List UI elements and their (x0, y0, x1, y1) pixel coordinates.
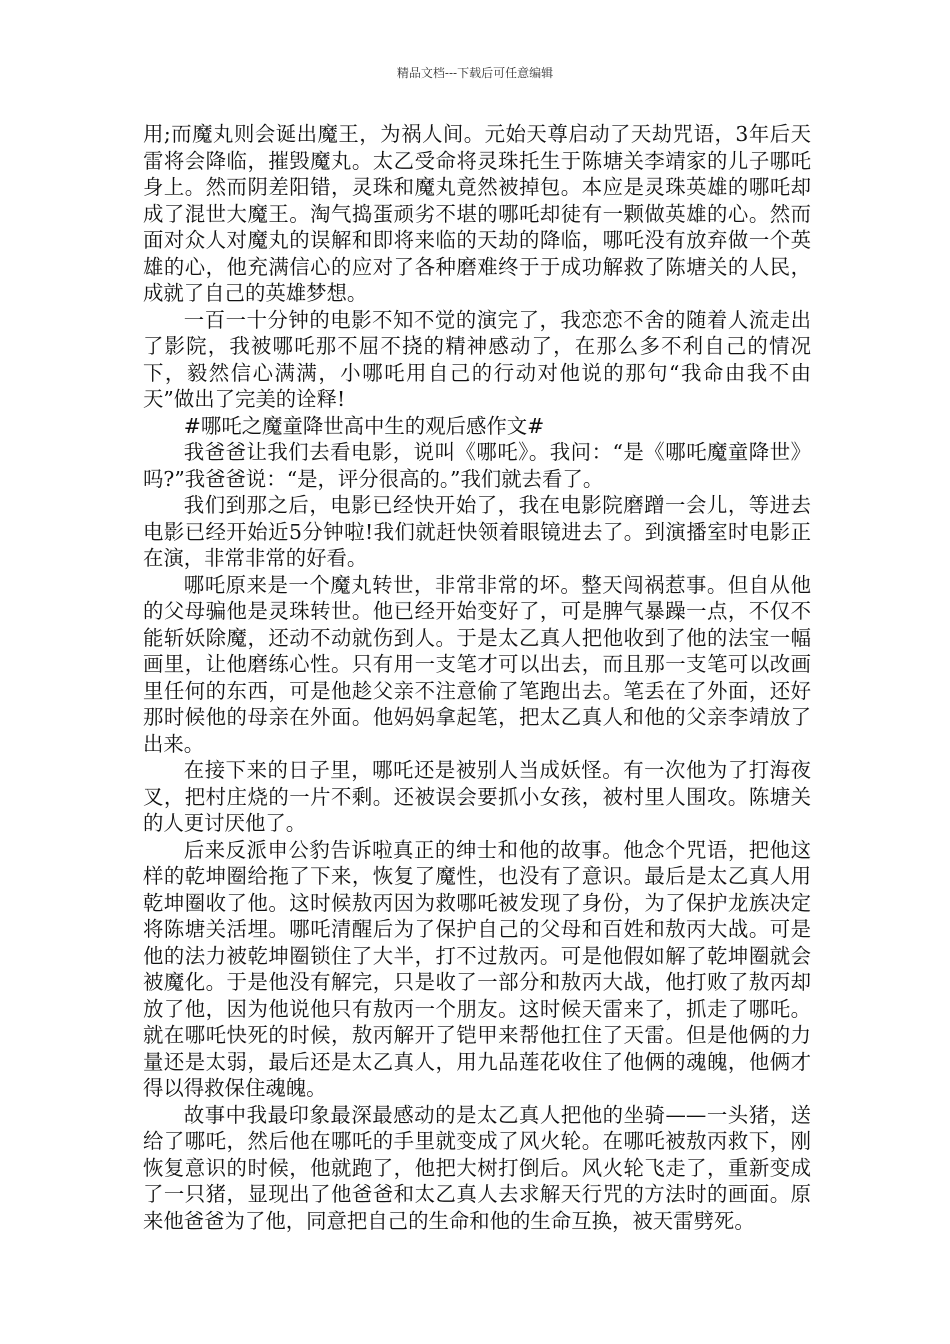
section-heading: #哪吒之魔童降世高中生的观后感作文# (183, 413, 545, 438)
paragraph: 后来反派申公豹告诉啦真正的绅士和他的故事。他念个咒语，把他这样的乾坤圈给拖了下来，恢复了魔性，也没有了意识。最后是太乙真人用乾坤圈收了他。这时候敖丙因为救哪吒被发现了身份，为了保护龙族决定将陈塘关活埋。哪吒清醒后为了保护自己的父母和百姓和敖丙大战。可是他的法力被乾坤圈锁住了大半，打不过敖丙。可是他假如解了乾坤圈就会被魔化。于是他没有解完，只是收了一部分和敖丙大战，他打败了敖丙却放了他，因为他说他只有敖丙一个朋友。这时候天雷来了，抓走了哪吒。就在哪吒快死的时候，敖丙解开了铠甲来帮他扛住了天雷。但是他俩的力量还是太弱，最后还是太乙真人，用九品莲花收住了他俩的魂魄，他俩才得以得救保住魂魄。 (143, 837, 811, 1100)
paragraph: 故事中我最印象最深最感动的是太乙真人把他的坐骑——一头猪，送给了哪吒，然后他在哪吒的手里就变成了风火轮。在哪吒被敖丙救下，刚恢复意识的时候，他就跑了，他把大树打倒后。风火轮飞走了，重新变成了一只猪，显现出了他爸爸和太乙真人去求解天行咒的方法时的画面。原来他爸爸为了他，同意把自己的生命和他的生命互换，被天雷劈死。 (143, 1102, 811, 1233)
paragraph: 一百一十分钟的电影不知不觉的演完了，我恋恋不舍的随着人流走出了影院，我被哪吒那不屈不挠的精神感动了，在那么多不利自己的情况下，毅然信心满满，小哪吒用自己的行动对他说的那句“我命由我不由天”做出了完美的诠释! (143, 307, 811, 411)
paragraph: 在接下来的日子里，哪吒还是被别人当成妖怪。有一次他为了打海夜叉，把村庄烧的一片不剩。还被误会要抓小女孩，被村里人围攻。陈塘关的人更讨厌他了。 (143, 758, 811, 835)
page-header: 精品文档---下载后可任意编辑 (396, 66, 554, 80)
paragraph: 我爸爸让我们去看电影，说叫《哪吒》。我问：“是《哪吒魔童降世》吗?”我爸爸说：“是，评分很高的。”我们就去看了。 (143, 440, 811, 491)
document-body (143, 121, 811, 1234)
paragraph: 哪吒原来是一个魔丸转世，非常非常的坏。整天闯祸惹事。但自从他的父母骗他是灵珠转世。他已经开始变好了，可是脾气暴躁一点，不仅不能斩妖除魔，还动不动就伤到人。于是太乙真人把他收到了他的法宝一幅画里，让他磨练心性。只有用一支笔才可以出去，而且那一支笔可以改画里任何的东西，可是他趁父亲不注意偷了笔跑出去。笔丢在了外面，还好那时候他的母亲在外面。他妈妈拿起笔，把太乙真人和他的父亲李靖放了出来。 (143, 572, 811, 756)
paragraph-continued: 用;而魔丸则会诞出魔王，为祸人间。元始天尊启动了天劫咒语，3年后天雷将会降临，摧毁魔丸。太乙受命将灵珠托生于陈塘关李靖家的儿子哪吒身上。然而阴差阳错，灵珠和魔丸竟然被掉包。本应是灵珠英雄的哪吒却成了混世大魔王。淘气捣蛋顽劣不堪的哪吒却徒有一颗做英雄的心。然而面对众人对魔丸的误解和即将来临的天劫的降临，哪吒没有放弃做一个英雄的心，他充满信心的应对了各种磨难终于于成功解救了陈塘关的人民，成就了自己的英雄梦想。 (143, 122, 811, 305)
paragraph: 我们到那之后，电影已经快开始了，我在电影院磨蹭一会儿，等进去电影已经开始近5分钟啦!我们就赶快领着眼镜进去了。到演播室时电影正在演，非常非常的好看。 (143, 493, 811, 570)
